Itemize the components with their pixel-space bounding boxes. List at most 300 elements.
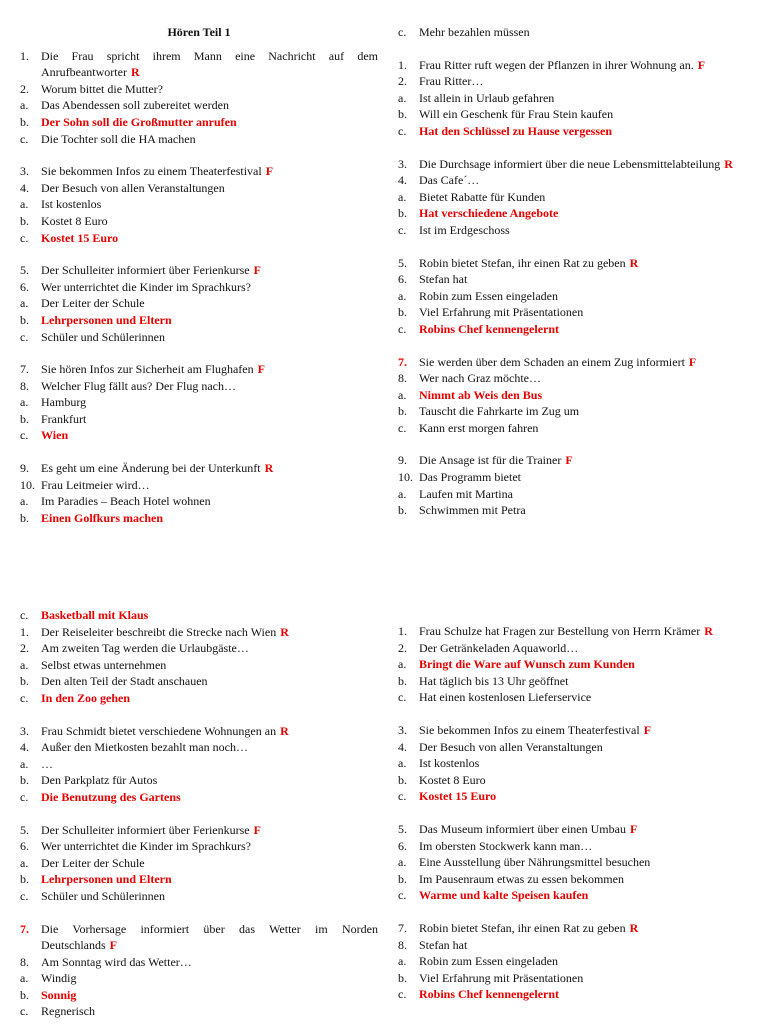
question-group <box>398 452 750 518</box>
item-text <box>419 739 750 756</box>
item-text <box>41 493 378 510</box>
statement-text: Kostet 8 Euro <box>419 772 486 787</box>
item-marker: c. <box>20 131 29 146</box>
answer-option <box>20 97 378 114</box>
item-text <box>419 887 750 904</box>
item-marker: 8. <box>20 954 29 969</box>
item-marker: 7. <box>20 362 29 377</box>
item-marker: a. <box>398 855 407 870</box>
item-text <box>419 57 750 74</box>
statement-text: Mehr bezahlen müssen <box>419 25 530 39</box>
item-text <box>41 690 378 707</box>
item-marker: 10. <box>398 470 413 485</box>
answer-option <box>398 123 750 140</box>
question-line <box>398 354 750 371</box>
item-text <box>419 420 750 437</box>
statement-text: Wer unterrichtet die Kinder im Sprachkurs? <box>41 839 251 854</box>
answer-option <box>398 656 750 673</box>
item-marker: 3. <box>398 722 407 737</box>
item-text <box>419 673 750 690</box>
true-false-flag: R <box>280 723 289 738</box>
answer-option <box>20 970 378 987</box>
item-text <box>419 90 750 107</box>
item-marker: a. <box>20 657 29 672</box>
item-marker: 5. <box>398 255 407 270</box>
item-text <box>41 954 378 971</box>
statement-text: Hat täglich bis 13 Uhr geöffnet <box>419 673 569 688</box>
statement-text: Im obersten Stockwerk kann man… <box>419 838 593 853</box>
item-marker: 1. <box>398 624 407 638</box>
correct-answer-text: Hat verschiedene Angebote <box>419 206 559 221</box>
true-false-flag: R <box>704 624 713 638</box>
statement-text: Das Museum informiert über einen Umbau <box>419 821 626 836</box>
question-line <box>398 370 750 387</box>
item-text <box>41 888 378 905</box>
item-marker: a. <box>20 756 29 771</box>
column-top-right <box>398 24 750 535</box>
question-group <box>398 156 750 239</box>
question-line <box>398 920 750 937</box>
question-group <box>20 460 378 526</box>
column-bottom-right <box>398 623 750 1019</box>
answer-option <box>398 403 750 420</box>
question-group <box>20 262 378 345</box>
statement-text: Stefan hat <box>419 937 468 952</box>
correct-answer-text: Warme und kalte Speisen kaufen <box>419 888 589 903</box>
answer-option <box>398 106 750 123</box>
answer-option <box>20 295 378 312</box>
answer-option <box>20 789 378 806</box>
answer-option <box>20 657 378 674</box>
block-body <box>398 623 750 1003</box>
statement-text: Ist im Erdgeschoss <box>419 222 510 237</box>
true-false-flag: F <box>257 362 265 377</box>
statement-text: Wer nach Graz möchte… <box>419 371 541 386</box>
question-line <box>20 180 378 197</box>
statement-text: Schwimmen mit Petra <box>419 503 526 518</box>
answer-option <box>20 427 378 444</box>
item-text <box>419 953 750 970</box>
true-false-flag: R <box>264 461 274 476</box>
item-marker: c. <box>398 987 407 1002</box>
statement-text: Die Tochter soll die HA machen <box>41 131 196 146</box>
answer-option <box>398 90 750 107</box>
answer-option <box>398 986 750 1003</box>
item-text <box>41 114 378 131</box>
question-line <box>398 73 750 90</box>
item-text <box>41 921 378 938</box>
item-text <box>41 1003 378 1020</box>
question-line <box>20 477 378 494</box>
answer-option <box>398 970 750 987</box>
statement-text: Der Schulleiter informiert über Ferienkurse <box>41 263 250 278</box>
statement-text: Frankfurt <box>41 411 87 426</box>
statement-text: Der Getränkeladen Aquaworld… <box>419 640 579 655</box>
item-text <box>41 673 378 690</box>
statement-text: Es geht um eine Änderung bei der Unterkunft <box>41 461 261 476</box>
item-text <box>41 196 378 213</box>
correct-answer-text: Lehrpersonen und Eltern <box>41 312 172 327</box>
question-line <box>20 723 378 740</box>
statement-text: Das Abendessen soll zubereitet werden <box>41 98 229 113</box>
statement-text: Robin zum Essen eingeladen <box>419 954 558 969</box>
question-line <box>398 937 750 954</box>
item-marker: a. <box>20 98 29 113</box>
item-text <box>41 937 378 954</box>
answer-option <box>20 871 378 888</box>
item-text <box>41 312 378 329</box>
correct-answer-text: Bringt die Ware auf Wunsch zum Kunden <box>419 657 635 672</box>
true-false-flag: F <box>253 822 261 837</box>
statement-text: Viel Erfahrung mit Präsentationen <box>419 970 584 985</box>
answer-option <box>20 493 378 510</box>
statement-text: Windig <box>41 971 77 986</box>
statement-text: Die Vorhersage informiert über das Wetter im Norden <box>41 921 378 936</box>
true-false-flag: R <box>280 624 289 639</box>
item-marker: b. <box>20 411 29 426</box>
item-text <box>41 378 378 395</box>
answer-option <box>398 953 750 970</box>
statement-text: Am zweiten Tag werden die Urlaubgäste… <box>41 641 249 656</box>
item-text <box>41 329 378 346</box>
item-text <box>41 180 378 197</box>
item-marker: c. <box>398 888 407 903</box>
item-marker: 8. <box>20 378 29 393</box>
item-marker: 2. <box>20 641 29 656</box>
statement-text: Den Parkplatz für Autos <box>41 773 158 788</box>
item-marker: 2. <box>398 640 407 655</box>
question-group <box>20 163 378 246</box>
item-text <box>41 477 378 494</box>
statement-text: Am Sonntag wird das Wetter… <box>41 954 192 969</box>
item-text <box>419 156 750 173</box>
statement-text: Das Cafe´… <box>419 173 480 188</box>
correct-answer-text: Der Sohn soll die Großmutter anrufen <box>41 114 237 129</box>
question-group <box>20 361 378 444</box>
statement-text: Der Besuch von allen Veranstaltungen <box>41 180 225 195</box>
item-text <box>419 772 750 789</box>
question-group <box>398 354 750 437</box>
question-line <box>20 838 378 855</box>
item-text <box>419 920 750 937</box>
item-text <box>419 222 750 239</box>
item-marker: b. <box>398 970 407 985</box>
true-false-flag: F <box>643 722 652 737</box>
answer-option <box>20 756 378 773</box>
item-text <box>419 656 750 673</box>
item-marker: c. <box>20 329 29 344</box>
item-marker: a. <box>398 189 407 204</box>
item-marker: a. <box>398 288 407 303</box>
item-text <box>419 937 750 954</box>
item-marker: 4. <box>20 180 29 195</box>
statement-text: Robin zum Essen eingeladen <box>419 288 558 303</box>
item-marker: b. <box>20 773 29 788</box>
item-marker: a. <box>20 855 29 870</box>
block-body <box>398 24 750 519</box>
statement-text: Ist kostenlos <box>41 197 102 212</box>
item-marker: 1. <box>398 57 407 72</box>
statement-text: Der Reiseleiter beschreibt die Strecke nach Wien <box>41 624 277 639</box>
item-marker: 3. <box>20 723 29 738</box>
question-line <box>20 822 378 839</box>
item-marker: b. <box>398 206 407 221</box>
answer-option <box>20 312 378 329</box>
item-text <box>419 838 750 855</box>
true-false-flag: F <box>629 821 638 836</box>
item-marker: a. <box>398 90 407 105</box>
item-marker: c. <box>398 25 407 39</box>
item-marker: b. <box>398 772 407 787</box>
item-text <box>41 871 378 888</box>
answer-option <box>398 689 750 706</box>
question-group <box>398 722 750 805</box>
question-line <box>398 739 750 756</box>
answer-option <box>20 230 378 247</box>
answer-option <box>20 1003 378 1020</box>
statement-text: Regnerisch <box>41 1004 95 1019</box>
statement-text: Robin bietet Stefan, ihr einen Rat zu geben <box>419 920 626 935</box>
statement-text: Die Ansage ist für die Trainer <box>419 453 562 468</box>
answer-option <box>20 888 378 905</box>
answer-option <box>398 854 750 871</box>
item-text <box>41 838 378 855</box>
item-marker: 10. <box>20 477 35 492</box>
item-text <box>41 427 378 444</box>
question-line <box>20 739 378 756</box>
statement-text: Kann erst morgen fahren <box>419 420 539 435</box>
answer-option <box>20 329 378 346</box>
statement-text: Der Schulleiter informiert über Ferienkurse <box>41 822 250 837</box>
statement-text: Laufen mit Martina <box>419 486 513 501</box>
statement-text: Schüler und Schülerinnen <box>41 329 165 344</box>
question-line <box>398 623 750 640</box>
answer-option <box>398 420 750 437</box>
question-line <box>20 48 378 65</box>
item-marker: 3. <box>398 156 407 171</box>
question-group <box>398 821 750 904</box>
statement-text: Wer unterrichtet die Kinder im Sprachkurs? <box>41 279 251 294</box>
item-text <box>41 756 378 773</box>
statement-text: Frau Leitmeier wird… <box>41 477 150 492</box>
item-marker: 4. <box>398 173 407 188</box>
statement-text: Im Pausenraum etwas zu essen bekommen <box>419 871 624 886</box>
question-line <box>20 921 378 938</box>
answer-option <box>20 855 378 872</box>
item-marker: b. <box>20 674 29 689</box>
true-false-flag: R <box>130 65 140 80</box>
item-marker: a. <box>398 954 407 969</box>
correct-answer-text: Hat den Schlüssel zu Hause vergessen <box>419 123 613 138</box>
item-marker: a. <box>398 756 407 771</box>
item-marker: 2. <box>20 81 29 96</box>
item-marker: b. <box>398 404 407 419</box>
answer-option <box>398 788 750 805</box>
answer-option <box>398 486 750 503</box>
item-text <box>419 255 750 272</box>
answer-option <box>398 24 750 41</box>
statement-text: Der Besuch von allen Veranstaltungen <box>419 739 603 754</box>
question-line <box>398 640 750 657</box>
statement-text: Welcher Flug fällt aus? Der Flug nach… <box>41 378 236 393</box>
item-marker: b. <box>398 673 407 688</box>
statement-text: Frau Schulze hat Fragen zur Bestellung von Herrn Krämer <box>419 624 701 638</box>
statement-text: Den alten Teil der Stadt anschauen <box>41 674 208 689</box>
item-marker: 8. <box>398 371 407 386</box>
correct-answer-text: Einen Golfkurs machen <box>41 510 164 525</box>
answer-option <box>398 502 750 519</box>
statement-text: Stefan hat <box>419 272 468 287</box>
item-marker: 5. <box>398 821 407 836</box>
item-text <box>41 279 378 296</box>
answer-option <box>398 189 750 206</box>
item-text <box>419 304 750 321</box>
item-marker: c. <box>20 608 29 622</box>
item-text <box>419 689 750 706</box>
correct-answer-text: Basketball mit Klaus <box>41 608 149 622</box>
question-line <box>398 255 750 272</box>
item-marker: c. <box>398 420 407 435</box>
item-marker: b. <box>20 213 29 228</box>
answer-option <box>398 304 750 321</box>
answer-option <box>398 288 750 305</box>
answer-option <box>398 755 750 772</box>
question-line <box>20 640 378 657</box>
item-marker: 2. <box>398 74 407 89</box>
answer-option <box>398 205 750 222</box>
column-top-left <box>20 24 378 542</box>
item-text <box>41 394 378 411</box>
statement-text: Im Paradies – Beach Hotel wohnen <box>41 494 211 509</box>
item-marker: 4. <box>20 740 29 755</box>
correct-answer-text: Sonnig <box>41 987 77 1002</box>
item-text <box>419 24 750 41</box>
item-text <box>419 106 750 123</box>
item-text <box>41 723 378 740</box>
question-line <box>398 271 750 288</box>
statement-text: Die Durchsage informiert über die neue Lebensmittelabteilung <box>419 156 721 171</box>
answer-option <box>20 690 378 707</box>
item-marker: c. <box>20 428 29 443</box>
question-group <box>398 920 750 1003</box>
column-bottom-left <box>20 607 378 1036</box>
item-text <box>419 821 750 838</box>
item-text <box>419 271 750 288</box>
question-line <box>20 954 378 971</box>
item-text <box>41 262 378 279</box>
item-text <box>419 73 750 90</box>
question-line <box>20 378 378 395</box>
correct-answer-text: Wien <box>41 428 69 443</box>
item-marker: b. <box>20 114 29 129</box>
item-text <box>419 172 750 189</box>
item-marker: a. <box>20 395 29 410</box>
item-text <box>41 789 378 806</box>
item-text <box>41 772 378 789</box>
question-line <box>20 624 378 641</box>
statement-text: Tauscht die Fahrkarte im Zug um <box>419 404 580 419</box>
statement-text: Sie hören Infos zur Sicherheit am Flughafen <box>41 362 254 377</box>
continuation-line <box>20 937 378 954</box>
item-text <box>419 871 750 888</box>
true-false-flag: F <box>109 938 117 953</box>
item-marker: c. <box>398 222 407 237</box>
item-text <box>41 822 378 839</box>
item-text <box>41 64 378 81</box>
item-text <box>41 163 378 180</box>
true-false-flag: R <box>629 920 639 935</box>
answer-option <box>20 607 378 624</box>
question-line <box>398 452 750 469</box>
question-group <box>20 921 378 1021</box>
true-false-flag: R <box>724 156 733 171</box>
true-false-flag: F <box>253 263 261 278</box>
question-line <box>398 722 750 739</box>
correct-answer-text: Robins Chef kennengelernt <box>419 321 560 336</box>
item-text <box>41 855 378 872</box>
answer-option <box>398 387 750 404</box>
item-marker: 6. <box>398 838 407 853</box>
item-text <box>419 788 750 805</box>
statement-text: Ist allein in Urlaub gefahren <box>419 90 555 105</box>
item-text <box>419 288 750 305</box>
item-marker: c. <box>398 789 407 804</box>
item-text <box>41 81 378 98</box>
item-marker: c. <box>398 321 407 336</box>
statement-text: Die Frau spricht ihrem Mann eine Nachricht auf dem <box>41 48 378 63</box>
true-false-flag: R <box>629 255 639 270</box>
item-marker: c. <box>20 1004 29 1019</box>
continuation-line <box>20 64 378 81</box>
question-line <box>398 57 750 74</box>
item-marker: c. <box>398 123 407 138</box>
statement-text: Frau Ritter… <box>419 74 484 89</box>
statement-text: Hat einen kostenlosen Lieferservice <box>419 690 592 705</box>
correct-answer-text: Die Benutzung des Gartens <box>41 789 181 804</box>
statement-text: Sie bekommen Infos zu einem Theaterfestival <box>419 722 640 737</box>
answer-option <box>398 673 750 690</box>
statement-text: Frau Schmidt bietet verschiedene Wohnungen an <box>41 723 277 738</box>
question-group <box>398 623 750 706</box>
item-text <box>41 640 378 657</box>
question-line <box>398 838 750 855</box>
question-group <box>398 24 750 41</box>
question-line <box>20 279 378 296</box>
item-marker: b. <box>398 305 407 320</box>
item-marker: b. <box>20 987 29 1002</box>
question-line <box>20 361 378 378</box>
correct-answer-text: Kostet 15 Euro <box>41 230 119 245</box>
item-marker: a. <box>20 494 29 509</box>
item-marker: c. <box>20 690 29 705</box>
item-marker: 3. <box>20 164 29 179</box>
item-text <box>419 205 750 222</box>
statement-text: Eine Ausstellung über Nährungsmittel besuchen <box>419 855 651 870</box>
item-marker: 8. <box>398 937 407 952</box>
answer-option <box>398 871 750 888</box>
item-marker: 5. <box>20 822 29 837</box>
statement-text: Sie bekommen Infos zu einem Theaterfestival <box>41 164 262 179</box>
item-text <box>41 230 378 247</box>
item-marker: a. <box>398 657 407 672</box>
item-marker: c. <box>20 888 29 903</box>
item-text <box>41 739 378 756</box>
item-marker: c. <box>20 789 29 804</box>
answer-option <box>20 213 378 230</box>
answer-option <box>20 131 378 148</box>
statement-text: Sie werden über dem Schaden an einem Zug informiert <box>419 354 685 369</box>
item-text <box>419 469 750 486</box>
